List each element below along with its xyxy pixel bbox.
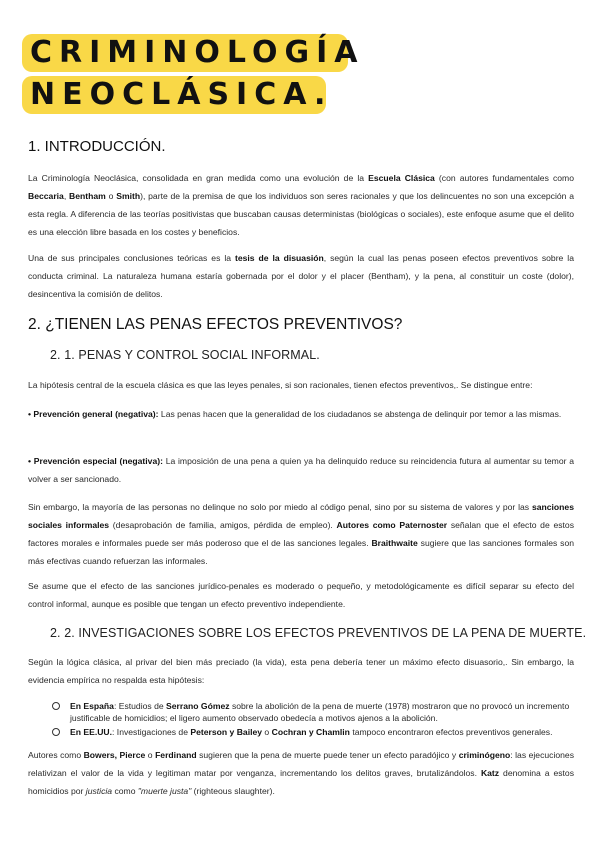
- title-line-1: CRIMINOLOGÍA: [30, 35, 365, 70]
- list-item-usa: En EE.UU.: Investigaciones de Peterson y Bailey o Cochran y Chamlin tampoco encontraron efectos preventivos generales.: [50, 726, 570, 738]
- evidence-list: [50, 700, 570, 740]
- intro-paragraph-2: Una de sus principales conclusiones teóricas es la tesis de la disuasión, según la cual las penas poseen efectos preventivos sobre la conducta criminal. La naturaleza humana estaría gobernada por el dolor y el placer (Bentham), y la pena, al constituir un coste (dolor), desincentiva la comisión de delitos.: [28, 253, 574, 299]
- list-item-spain: En España: Estudios de Serrano Gómez sobre la abolición de la pena de muerte (1978) mostraron que no provocó un incremento justificable de homicidios; el ligero aumento observado obedecía a motivos ajenos a la abolición.: [50, 700, 570, 724]
- sub1-paragraph-1: La hipótesis central de la escuela clásica es que las leyes penales, si son racionales, tienen efectos preventivos,. Se distingue entre:: [28, 380, 533, 390]
- subsection-2-1-heading: 2. 1. PENAS Y CONTROL SOCIAL INFORMAL.: [50, 348, 320, 362]
- general-prevention-item: • Prevención general (negativa): Las penas hacen que la generalidad de los ciudadanos se abstenga de delinquir por temor a las mismas.: [28, 409, 562, 419]
- sub2-paragraph-1: Según la lógica clásica, al privar del bien más preciado (la vida), esta pena debería tener un máximo efecto disuasorio,. Sin embargo, la evidencia empírica no respalda esta hipótesis:: [28, 657, 574, 685]
- hollow-bullet-icon: [52, 728, 60, 736]
- subsection-2-2-heading: 2. 2. INVESTIGACIONES SOBRE LOS EFECTOS PREVENTIVOS DE LA PENA DE MUERTE.: [50, 626, 587, 640]
- sub1-paragraph-conclusion: Se asume que el efecto de las sanciones jurídico-penales es moderado o pequeño, y metodológicamente es difícil separar su efecto del control informal, aunque es posible que tengan un efecto preventivo independiente.: [28, 581, 574, 609]
- section-1-heading: 1. INTRODUCCIÓN.: [28, 138, 166, 155]
- hollow-bullet-icon: [52, 702, 60, 710]
- title-line-2: NEOCLÁSICA.: [30, 77, 333, 112]
- special-prevention-item: • Prevención especial (negativa): La imposición de una pena a quien ya ha delinquido reduce su reincidencia futura al aumentar su temor a volver a ser sancionado.: [28, 456, 575, 484]
- sub2-paragraph-brutalization: Autores como Bowers, Pierce o Ferdinand sugieren que la pena de muerte puede tener un efecto paradójico y criminógeno: las ejecuciones relativizan el valor de la vida y legitiman matar por venganza, incrementando los delitos graves, brutalizándolos. Katz denomina a estos homicidios por justicia como "muerte justa" (righteous slaughter).: [28, 750, 574, 796]
- section-2-heading: 2. ¿TIENEN LAS PENAS EFECTOS PREVENTIVOS?: [28, 316, 403, 333]
- intro-paragraph-1: La Criminología Neoclásica, consolidada en gran medida como una evolución de la Escuela Clásica (con autores fundamentales como Beccaria, Bentham o Smith), parte de la premisa de que los individuos son seres racionales y que los delincuentes no son una excepción a esta regla. A diferencia de las teorías positivistas que buscaban causas deterministas (biológicas o sociales), este enfoque asume que el delito es una elección libre basada en los costes y beneficios.: [28, 173, 575, 237]
- sub1-paragraph-informal: Sin embargo, la mayoría de las personas no delinque no solo por miedo al código penal, sino por su sistema de valores y por las sanciones sociales informales (desaprobación de familia, amigos, pérdida de empleo). Autores como Paternoster señalan que el efecto de estos factores morales e informales puede ser más poderoso que el de las sanciones legales. Braithwaite sugiere que las sanciones formales son más efectivas cuando refuerzan las informales.: [28, 502, 575, 566]
